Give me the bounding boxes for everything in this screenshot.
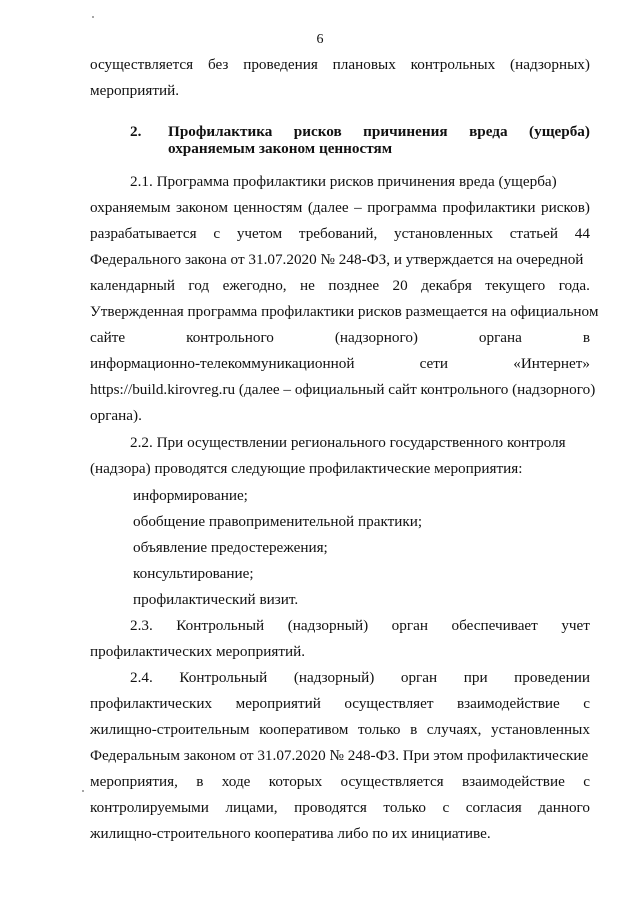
paragraph-line: 2.4. Контрольный (надзорный) орган при проведении	[130, 669, 590, 686]
paragraph-line: Федерального закона от 31.07.2020 № 248-ФЗ, и утверждается на очередной	[90, 251, 584, 268]
scan-speck	[92, 16, 94, 18]
list-item: профилактический визит.	[133, 591, 299, 608]
paragraph-line: информационно-телекоммуникационной сети «Интернет»	[90, 355, 590, 372]
section-title-line2: охраняемым законом ценностям	[168, 140, 393, 157]
page-number: 6	[316, 32, 324, 47]
paragraph-line: календарный год ежегодно, не позднее 20 декабря текущего года.	[90, 277, 590, 294]
paragraph-line: органа).	[90, 407, 142, 424]
paragraph-line: разрабатывается с учетом требований, установленных статьей 44	[90, 225, 590, 242]
paragraph-line: жилищно-строительного кооператива либо по их инициативе.	[90, 825, 491, 842]
list-item: объявление предостережения;	[133, 539, 328, 556]
paragraph-line: Утвержденная программа профилактики рисков размещается на официальном	[90, 303, 599, 320]
paragraph-line: сайте контрольного (надзорного) органа в	[90, 329, 590, 346]
list-item: обобщение правоприменительной практики;	[133, 513, 423, 530]
list-item: информирование;	[133, 487, 248, 504]
paragraph-line: 2.1. Программа профилактики рисков причинения вреда (ущерба)	[130, 173, 557, 190]
paragraph-line: мероприятия, в ходе которых осуществляется взаимодействие с	[90, 773, 590, 790]
paragraph-line: Федеральным законом от 31.07.2020 № 248-ФЗ. При этом профилактические	[90, 747, 589, 764]
paragraph-line: мероприятий.	[90, 82, 180, 99]
paragraph-line: охраняемым законом ценностям (далее – программа профилактики рисков)	[90, 199, 590, 216]
section-title: Профилактика рисков причинения вреда (ущерба)	[168, 123, 590, 140]
scan-speck	[82, 790, 84, 792]
paragraph-line: (надзора) проводятся следующие профилактические мероприятия:	[90, 460, 523, 477]
paragraph-line: https://build.kirovreg.ru (далее – официальный сайт контрольного (надзорного)	[90, 381, 596, 398]
section-number: 2.	[130, 123, 142, 140]
list-item: консультирование;	[133, 565, 254, 582]
paragraph-line: профилактических мероприятий.	[90, 643, 306, 660]
paragraph-line: 2.3. Контрольный (надзорный) орган обеспечивает учет	[130, 617, 590, 634]
paragraph-line: осуществляется без проведения плановых контрольных (надзорных)	[90, 56, 590, 73]
paragraph-line: контролируемыми лицами, проводятся только с согласия данного	[90, 799, 590, 816]
paragraph-line: 2.2. При осуществлении регионального государственного контроля	[130, 434, 566, 451]
paragraph-line: профилактических мероприятий осуществляет взаимодействие с	[90, 695, 590, 712]
paragraph-line: жилищно-строительным кооперативом только в случаях, установленных	[90, 721, 590, 738]
